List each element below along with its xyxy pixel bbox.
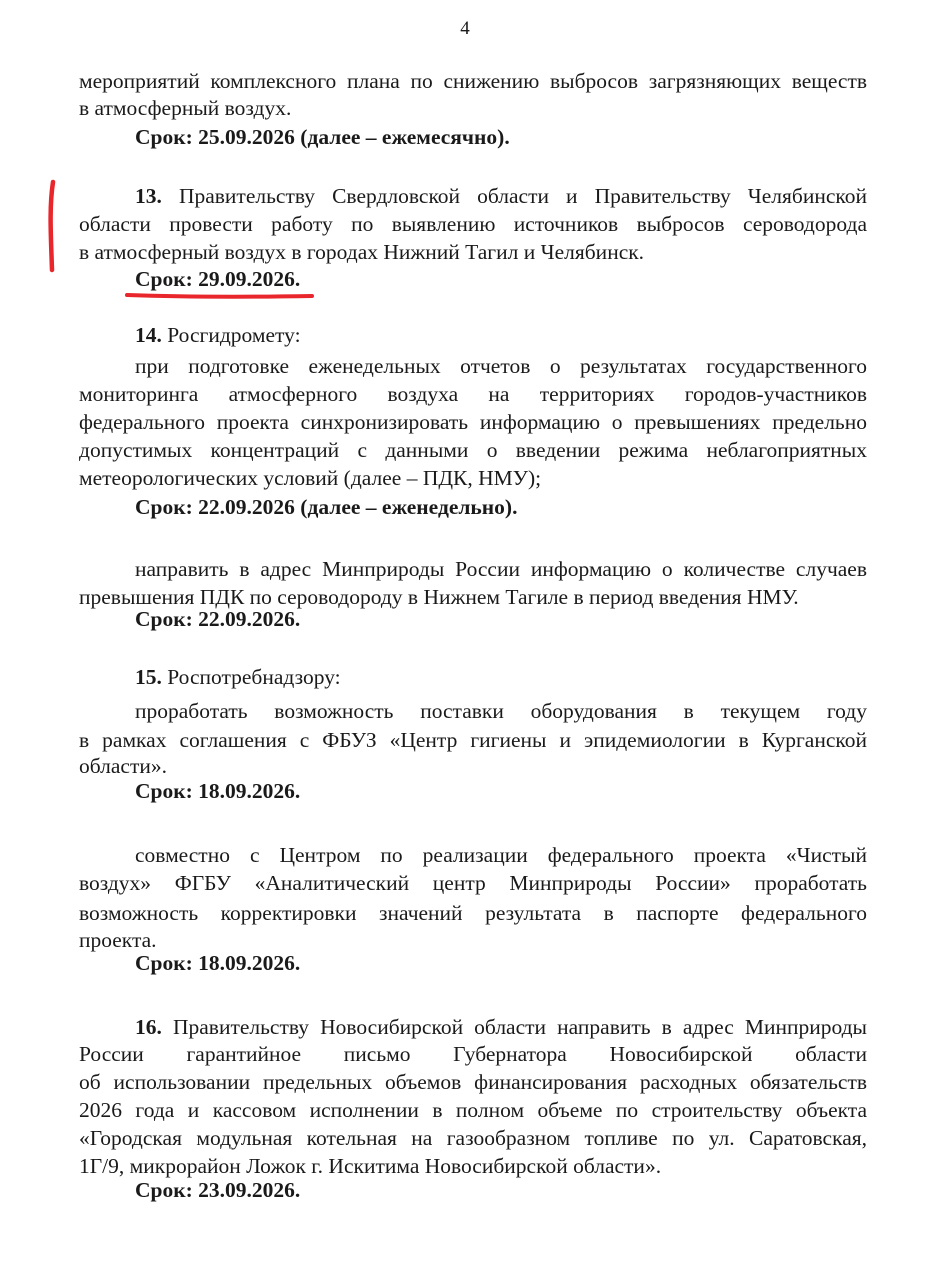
- item16-deadline: Срок: 23.09.2026.: [135, 1178, 301, 1202]
- intro-line: в атмосферный воздух.: [79, 96, 292, 120]
- item14-line: мониторинга атмосферного воздуха на территориях городов-участников: [79, 382, 867, 406]
- item16-first-line: [135, 1014, 867, 1041]
- item15-line: возможность корректировки значений результата в паспорте федерального: [79, 901, 867, 925]
- item13-line: области провести работу по выявлению источников выбросов сероводорода: [79, 212, 867, 236]
- item14-heading: [135, 322, 867, 349]
- item14-line: направить в адрес Минприроды России информацию о количестве случаев: [135, 557, 867, 581]
- item15-addressee: Роспотребнадзору:: [167, 665, 341, 689]
- item14-line: метеорологических условий (далее – ПДК, НМУ);: [79, 466, 542, 490]
- item16-line: Правительству Новосибирской области направить в адрес Минприроды: [172, 1015, 867, 1039]
- item13-number: 13.: [135, 184, 162, 208]
- item16-line: России гарантийное письмо Губернатора Новосибирской области: [79, 1042, 867, 1066]
- item15-line: проработать возможность поставки оборудования в текущем году: [135, 699, 867, 723]
- item15-deadline: Срок: 18.09.2026.: [135, 951, 301, 975]
- item15-heading: [135, 664, 867, 691]
- item14-line: превышения ПДК по сероводороду в Нижнем Тагиле в период введения НМУ.: [79, 585, 799, 609]
- item16-line: 2026 года и кассовом исполнении в полном объеме по строительству объекта: [79, 1098, 867, 1122]
- item16-line: об использовании предельных объемов финансирования расходных обязательств: [79, 1070, 867, 1094]
- item13-deadline: Срок: 29.09.2026.: [135, 267, 301, 291]
- item15-line: в рамках соглашения с ФБУЗ «Центр гигиены и эпидемиологии в Курганской: [79, 728, 867, 752]
- item15-line: области».: [79, 754, 167, 778]
- item14-addressee: Росгидромету:: [167, 323, 301, 347]
- red-margin-mark: [44, 178, 58, 274]
- item14-line: при подготовке еженедельных отчетов о результатах государственного: [135, 354, 867, 378]
- item14-line: допустимых концентраций с данными о введении режима неблагоприятных: [79, 438, 867, 462]
- item13-line: Правительству Свердловской области и Правительству Челябинской: [178, 184, 867, 208]
- item14-deadline: Срок: 22.09.2026.: [135, 607, 301, 631]
- item15-line: воздух» ФГБУ «Аналитический центр Минприроды России» проработать: [79, 871, 867, 895]
- item15-line: совместно с Центром по реализации федерального проекта «Чистый: [135, 843, 867, 867]
- item14-line: федерального проекта синхронизировать информацию о превышениях предельно: [79, 410, 867, 434]
- item15-line: проекта.: [79, 928, 157, 952]
- item14-number: 14.: [135, 323, 162, 347]
- item13-first-line: [135, 183, 867, 210]
- item16-line: 1Г/9, микрорайон Ложок г. Искитима Новосибирской области».: [79, 1154, 662, 1178]
- item14-deadline: Срок: 22.09.2026 (далее – еженедельно).: [135, 495, 518, 519]
- intro-line: мероприятий комплексного плана по снижению выбросов загрязняющих веществ: [79, 69, 867, 93]
- item16-number: 16.: [135, 1015, 162, 1039]
- item13-line: в атмосферный воздух в городах Нижний Тагил и Челябинск.: [79, 240, 645, 264]
- intro-deadline: Срок: 25.09.2026 (далее – ежемесячно).: [135, 125, 510, 149]
- item16-line: «Городская модульная котельная на газообразном топливе по ул. Саратовская,: [79, 1126, 867, 1150]
- item15-deadline: Срок: 18.09.2026.: [135, 779, 301, 803]
- item15-number: 15.: [135, 665, 162, 689]
- page-number: 4: [460, 18, 470, 39]
- red-underline-mark: [124, 288, 316, 302]
